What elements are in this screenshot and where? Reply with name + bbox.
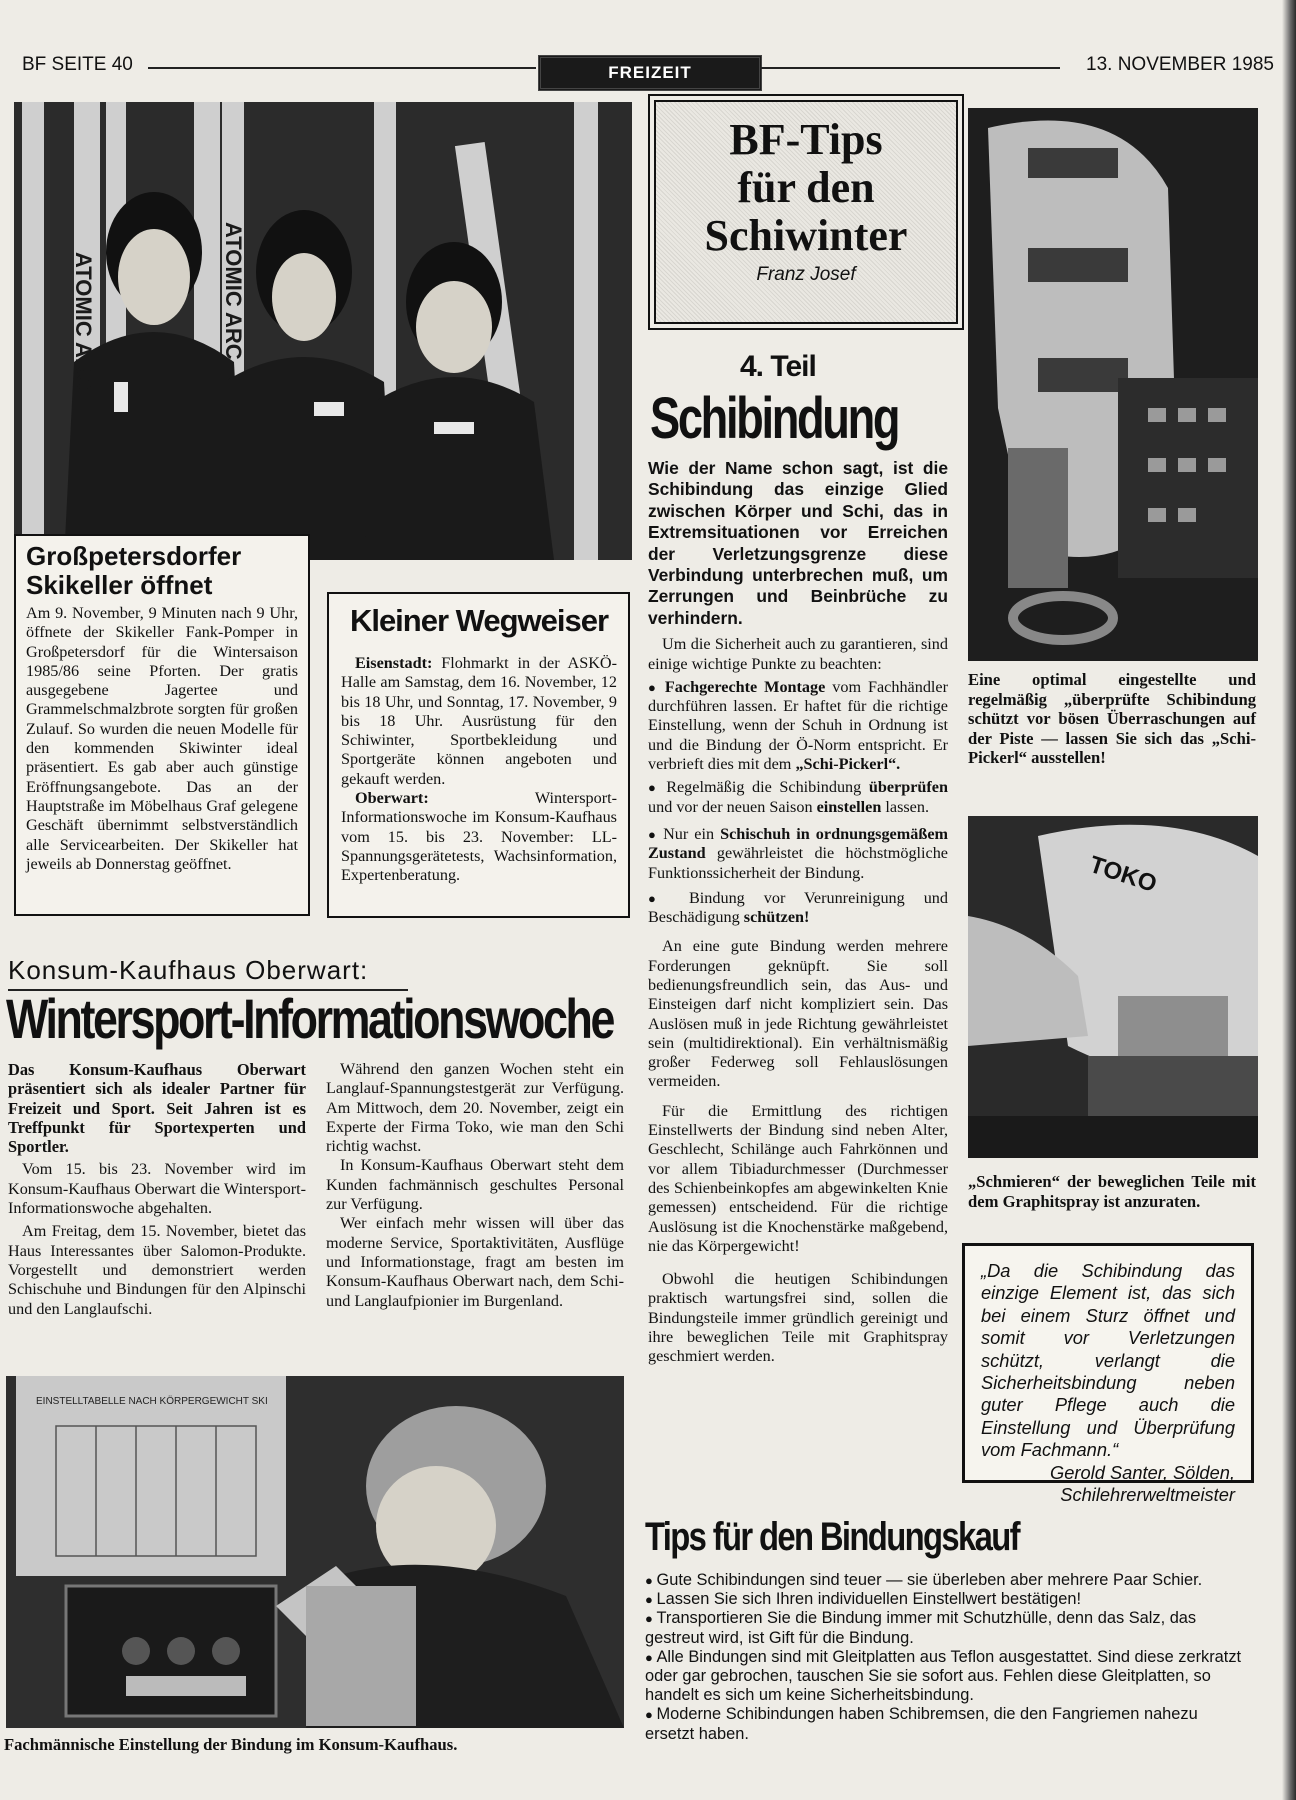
header-rule-left [148, 67, 536, 69]
bindungskauf-item: ● Lassen Sie sich Ihren individuellen Einstellwert bestätigen! [645, 1590, 1245, 1609]
quote-signature-name: Gerold Santer, Sölden, [1050, 1461, 1235, 1483]
quote-signature-title: Schilehrerweltmeister [1060, 1484, 1235, 1506]
skikeller-text: Am 9. November, 9 Minuten nach 9 Uhr, öffnete der Skikeller Fank-Pomper in Großpetersdorf für die Wintersaison 1985/86 seine Pforten. Der gratis ausgegebene Jagertee und Grammelschmalzbrote sorgten für großen Zulauf. So wurden die neuen Modelle für den kommenden Skiwinter ideal präsentiert. Es gab aber auch günstige Eröffnungsangebote. Das an der Hauptstraße im Möbelhaus Graf gelegene Geschäft übernimmt selbstverständlich alle Servicearbeiten. Der Skikeller hat jeweils ab Donnerstag geöffnet. [26, 604, 298, 873]
konsum-p3: Während den ganzen Wochen steht ein Langlauf-Spannungstestgerät zur Verfügung. Am Mittwoch, dem 20. November, zeigt ein Experte der Firma Toko, wie man den Schi richtig wachst. [326, 1060, 624, 1156]
wegweiser-oberwart [341, 789, 617, 885]
tips-title-line2: für den [737, 163, 875, 212]
binding-photo [968, 108, 1258, 661]
binding-photo-caption: Eine optimal eingestellte und regelmäßig „überprüfte Schibindung schützt vor bösen Überraschungen auf der Piste — lassen Sie sich das „Schi-Pickerl“ ausstellen! [968, 670, 1256, 768]
wegweiser-eisenstadt-text: Flohmarkt in der ASKÖ-Halle am Samstag, dem 16. November, 12 bis 18 Uhr, und Sonntag, 17. November, 9 bis 18 Uhr. Ausrüstung für den Schiwinter, Sportbekleidung und Sportgeräte können angeboten und gekauft werden. [341, 654, 617, 788]
page-edge-shadow [1282, 0, 1296, 1800]
toko-label: TOKO [1086, 851, 1161, 898]
tip-montage-text: vom Fachhändler durchführen lassen. Er haftet für die richtige Einstellung, wenn der Schuh in Ordnung ist und die Bindung der Ö-Norm entspricht. Er verbrieft dies mit dem [648, 677, 948, 774]
tip-schuetzen-pre: Bindung vor Verunreinigung und Beschädigung [648, 888, 948, 927]
konsum-column-2 [326, 1060, 624, 1311]
quote-text: „Da die Schibindung das einzige Element ist, das sich bei einem Sturz öffnet und somit vor Verletzungen schützt, verlangt die Sicherheitsbindung neben guter Pflege auch die Einstellung und Überprüfung vom Fachmann.“ [981, 1260, 1235, 1461]
quote-box [962, 1243, 1254, 1506]
part-label: 4. Teil [740, 350, 816, 383]
skikeller-article [14, 534, 310, 916]
konsum-p1: Vom 15. bis 23. November wird im Konsum-Kaufhaus Oberwart die Wintersport-Informationswoche abgehalten. [8, 1160, 306, 1218]
tip-montage [648, 678, 948, 774]
tips-title [656, 116, 956, 260]
schibindung-column [648, 458, 948, 1367]
konsum-headline: Wintersport-Informationswoche [6, 987, 613, 1050]
skikeller-photo-image [14, 102, 632, 560]
schibindung-lead: Wie der Name schon sagt, ist die Schibindung das einzige Glied zwischen Körper und Schi, das in Extremsituationen vor Erreichen der Verletzungsgrenze diese Verbindung unterbrechen muß, um Zerrungen und Beinbrüche zu verhindern. [648, 458, 948, 628]
tip-pruefen-bold: überprüfen [868, 778, 948, 797]
wegweiser-title: Kleiner Wegweiser [349, 603, 609, 638]
schibindung-headline: Schibindung [650, 386, 899, 451]
konsum-column-1 [8, 1060, 306, 1319]
tip-montage-bold: Fachgerechte Montage [664, 677, 826, 696]
issue-date: 13. NOVEMBER 1985 [1086, 54, 1274, 75]
bindungskauf-item: ● Alle Bindungen sind mit Gleitplatten aus Teflon ausgestattet. Sind diese zerkratzt oder gar gebrochen, tauschen Sie sie sofort aus. Fehlen diese Gleitplatten, so handelt es sich um keine Sicherheitsbindung. [645, 1648, 1245, 1706]
wegweiser-eisenstadt-label: Eisenstadt: [355, 654, 433, 672]
section-label: FREIZEIT [538, 55, 762, 91]
wegweiser-oberwart-text: Wintersport-Informationswoche im Konsum-Kaufhaus vom 15. bis 23. November: LL-Spannungsgerätetests, Wachsinformation, Expertenberatung. [341, 789, 617, 885]
tip-pruefen [648, 778, 948, 817]
konsum-photo [6, 1376, 624, 1728]
wartung-paragraph: Obwohl die heutigen Schibindungen praktisch wartungsfrei sind, sollen die Bindungsteile immer gründlich gereinigt und ihre beweglichen Teile mit Graphitspray geschmiert werden. [648, 1270, 948, 1366]
table-label: EINSTELLTABELLE NACH KÖRPERGEWICHT SKI [36, 1396, 268, 1407]
forderungen-paragraph: An eine gute Bindung werden mehrere Forderungen geknüpft. Sie soll bedienungsfreundlich sein, das Aus- und Einsteigen darf nicht kompliziert sein. Das Auslösen muß in jede Richtung gewährleistet sein (multidirektional). Ein verhältnismäßig großer Federweg soll Fehlauslösungen vermeiden. [648, 937, 948, 1091]
tip-pruefen-mid: und vor der neuen Saison [648, 797, 817, 816]
konsum-p4: In Konsum-Kaufhaus Oberwart steht dem Kunden fachmännisch geschultes Personal zur Verfügung. [326, 1156, 624, 1214]
graphite-photo-image [968, 816, 1258, 1158]
graphite-photo [968, 816, 1258, 1158]
wegweiser-oberwart-label: Oberwart: [355, 789, 429, 808]
bindungskauf-list [645, 1571, 1245, 1744]
tips-title-line1: BF-Tips [729, 115, 883, 164]
page-number: BF SEITE 40 [22, 54, 133, 75]
bindungskauf-item: ● Transportieren Sie die Bindung immer mit Schutzhülle, denn das Salz, das gestreut wird, ist Gift für die Bindung. [645, 1609, 1245, 1647]
tip-schischuh-pre: Nur ein [663, 824, 721, 843]
header-rule-right [760, 67, 1060, 69]
ermittlung-paragraph: Für die Ermittlung des richtigen Einstellwerts der Bindung sind neben Alter, Geschlecht, Schilänge auch Fahrkönnen und vor allem Tibiadurchmesser (Durchmesser des Schienbeinkopfes am abgewinkelten Knie gemessen) entscheidend. Für die richtige Auslösung ist die Knochenstärke maßgebend, nie das Körpergewicht! [648, 1101, 948, 1255]
tip-schischuh-bold: Schischuh in ordnungsgemäßem Zustand [648, 824, 948, 863]
konsum-photo-caption: Fachmännische Einstellung der Bindung im Konsum-Kaufhaus. [4, 1735, 458, 1754]
wegweiser-box [327, 592, 630, 918]
tips-title-box [654, 100, 958, 324]
tip-montage-pickerl: „Schi-Pickerl“. [795, 755, 901, 774]
skikeller-title: Großpetersdorfer Skikeller öffnet [26, 541, 242, 600]
bindungskauf-item: ● Gute Schibindungen sind teuer — sie überleben aber mehrere Paar Schier. [645, 1571, 1245, 1590]
binding-photo-image [968, 108, 1258, 661]
wegweiser-eisenstadt [341, 654, 617, 789]
konsum-photo-image [6, 1376, 624, 1728]
bindungskauf-headline: Tips für den Bindungskauf [645, 1515, 1019, 1559]
tip-schuetzen [648, 889, 948, 928]
skikeller-photo [14, 102, 632, 560]
graphite-photo-caption: „Schmieren“ der beweglichen Teile mit dem Graphitspray ist anzuraten. [968, 1172, 1256, 1211]
tip-pruefen-pre: Regelmäßig die Schibindung [666, 778, 869, 797]
tips-title-line3: Schiwinter [704, 211, 908, 260]
konsum-p2: Am Freitag, dem 15. November, bietet das Haus Interessantes über Salomon-Produkte. Vorgestellt und demonstriert werden Schischuhe und Bindungen für den Alpinschi und den Langlaufschi. [8, 1222, 306, 1318]
konsum-p5: Wer einfach mehr wissen will über das moderne Service, Sportaktivitäten, Ausflüge und Informationstage, fragt am besten im Konsum-Kaufhaus Oberwart nach, dem Schi- und Langlaufpionier im Burgenland. [326, 1214, 624, 1310]
tip-schischuh [648, 825, 948, 883]
ski-brand-text: ATOMIC ARC [221, 222, 246, 360]
bindungskauf-item: ● Moderne Schibindungen haben Schibremsen, die den Fangriemen nahezu ersetzt haben. [645, 1705, 1245, 1743]
konsum-lead: Das Konsum-Kaufhaus Oberwart präsentiert sich als idealer Partner für Freizeit und Sport. Seit Jahren ist es Treffpunkt für Sportexperten und Sportler. [8, 1060, 306, 1157]
ski-brand-text-2: ATOMIC ARC [71, 252, 96, 390]
konsum-subheading: Konsum-Kaufhaus Oberwart: [8, 955, 369, 985]
schibindung-intro: Um die Sicherheit auch zu garantieren, sind einige wichtige Punkte zu beachten: [648, 635, 948, 673]
tip-schuetzen-bold: schützen! [743, 908, 810, 927]
tip-pruefen-post: lassen. [881, 797, 929, 816]
tip-schischuh-post: gewährleistet die höchstmögliche Funktionssicherheit der Bindung. [648, 844, 948, 882]
tip-pruefen-bold2: einstellen [816, 797, 882, 816]
tips-author: Franz Josef [756, 264, 856, 285]
